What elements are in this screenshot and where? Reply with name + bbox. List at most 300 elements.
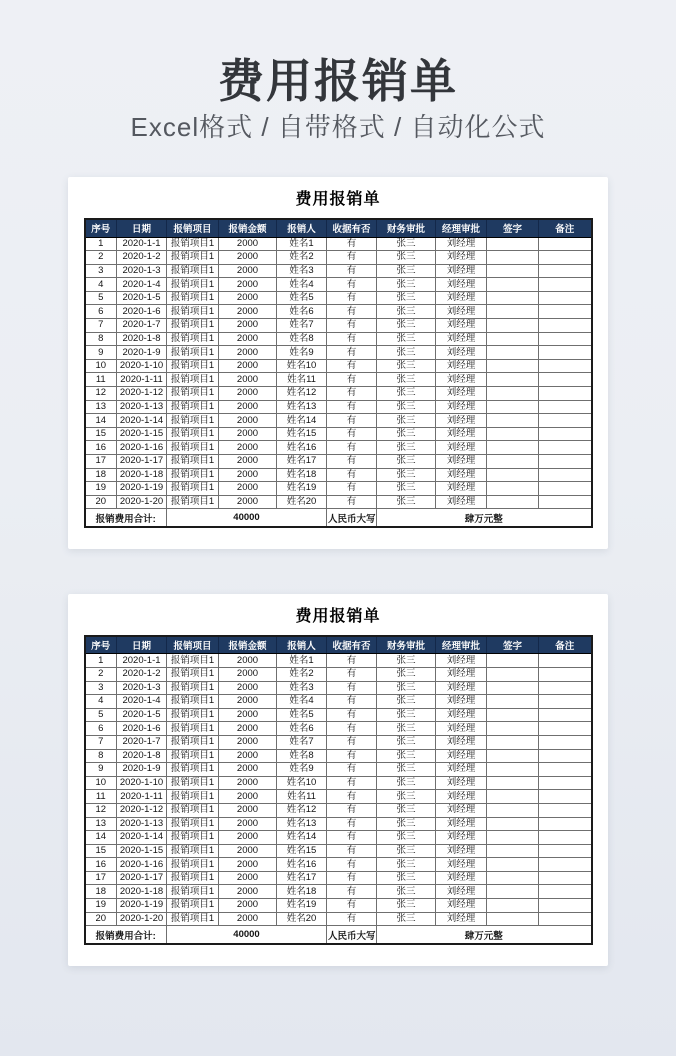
table-cell: 2020-1-9 (117, 763, 167, 777)
table-cell: 刘经理 (436, 803, 487, 817)
table-cell (539, 237, 592, 251)
table-cell: 2020-1-14 (117, 414, 167, 428)
table-cell: 姓名15 (277, 844, 327, 858)
expense-form-card-2 (68, 594, 608, 966)
table-cell: 有 (327, 305, 377, 319)
table-cell (487, 400, 539, 414)
table-cell: 刘经理 (436, 237, 487, 251)
table-cell: 2000 (219, 468, 277, 482)
table-cell (487, 885, 539, 899)
table-row (85, 681, 592, 695)
table-cell: 张三 (377, 346, 436, 360)
table-cell: 刘经理 (436, 332, 487, 346)
table-cell: 2020-1-13 (117, 817, 167, 831)
table-cell: 刘经理 (436, 695, 487, 709)
table-cell: 2020-1-16 (117, 858, 167, 872)
table-cell (487, 237, 539, 251)
table-cell: 有 (327, 817, 377, 831)
table-cell: 2020-1-10 (117, 359, 167, 373)
table-cell: 姓名12 (277, 803, 327, 817)
table-cell (487, 373, 539, 387)
table-row (85, 844, 592, 858)
table-cell: 2020-1-7 (117, 319, 167, 333)
table-cell: 2000 (219, 803, 277, 817)
table-cell: 张三 (377, 817, 436, 831)
table-cell: 2000 (219, 695, 277, 709)
table-cell: 张三 (377, 264, 436, 278)
table-cell (539, 427, 592, 441)
table-cell: 2020-1-14 (117, 831, 167, 845)
table-cell: 2000 (219, 708, 277, 722)
table-cell: 刘经理 (436, 858, 487, 872)
table-cell: 有 (327, 722, 377, 736)
table-cell: 2000 (219, 871, 277, 885)
amount-in-words: 肆万元整 (377, 509, 592, 527)
table-cell: 8 (85, 749, 117, 763)
table-cell: 张三 (377, 495, 436, 509)
table-cell: 刘经理 (436, 844, 487, 858)
table-cell: 11 (85, 790, 117, 804)
table-cell: 报销项目1 (167, 803, 219, 817)
table-cell: 2020-1-8 (117, 749, 167, 763)
table-cell: 有 (327, 790, 377, 804)
table-cell: 报销项目1 (167, 373, 219, 387)
table-cell (487, 278, 539, 292)
table-cell: 张三 (377, 359, 436, 373)
table-cell: 姓名10 (277, 359, 327, 373)
table-cell: 2020-1-11 (117, 373, 167, 387)
table-cell: 报销项目1 (167, 695, 219, 709)
table-footer-row (85, 509, 592, 527)
table-cell: 2020-1-6 (117, 722, 167, 736)
table-cell: 2000 (219, 455, 277, 469)
table-cell: 张三 (377, 373, 436, 387)
table-cell: 14 (85, 414, 117, 428)
table-cell: 6 (85, 305, 117, 319)
table-cell: 15 (85, 844, 117, 858)
table-cell: 张三 (377, 695, 436, 709)
table-cell: 有 (327, 831, 377, 845)
table-cell: 2020-1-1 (117, 237, 167, 251)
table-cell: 刘经理 (436, 831, 487, 845)
table-cell: 刘经理 (436, 400, 487, 414)
table-cell: 2020-1-3 (117, 681, 167, 695)
table-cell: 刘经理 (436, 899, 487, 913)
table-cell (539, 899, 592, 913)
table-cell: 刘经理 (436, 319, 487, 333)
table-cell (487, 681, 539, 695)
table-cell: 2020-1-1 (117, 654, 167, 668)
table-row (85, 251, 592, 265)
table-cell: 2000 (219, 346, 277, 360)
table-cell (487, 831, 539, 845)
table-cell: 有 (327, 763, 377, 777)
table-cell: 2020-1-6 (117, 305, 167, 319)
table-row (85, 482, 592, 496)
table-cell: 张三 (377, 305, 436, 319)
table-cell (539, 871, 592, 885)
table-cell: 张三 (377, 708, 436, 722)
expense-form-card-1 (68, 177, 608, 549)
column-header-person: 报销人 (277, 219, 327, 237)
currency-words-label: 人民币大写 (327, 926, 377, 944)
table-cell (539, 319, 592, 333)
table-cell: 2000 (219, 885, 277, 899)
table-cell: 2000 (219, 482, 277, 496)
table-cell: 刘经理 (436, 495, 487, 509)
table-cell: 刘经理 (436, 387, 487, 401)
expense-table (84, 635, 593, 945)
table-cell: 报销项目1 (167, 495, 219, 509)
table-cell: 刘经理 (436, 885, 487, 899)
table-cell (539, 251, 592, 265)
table-cell: 报销项目1 (167, 912, 219, 926)
table-cell: 报销项目1 (167, 885, 219, 899)
table-cell: 3 (85, 264, 117, 278)
table-cell: 刘经理 (436, 441, 487, 455)
table-cell (487, 332, 539, 346)
table-cell: 2020-1-3 (117, 264, 167, 278)
table-cell: 报销项目1 (167, 400, 219, 414)
table-cell (539, 264, 592, 278)
table-cell: 2000 (219, 844, 277, 858)
table-cell: 报销项目1 (167, 278, 219, 292)
table-cell (539, 373, 592, 387)
table-cell: 2020-1-5 (117, 291, 167, 305)
table-cell: 有 (327, 899, 377, 913)
table-cell: 报销项目1 (167, 441, 219, 455)
table-cell (487, 899, 539, 913)
table-cell (487, 319, 539, 333)
amount-in-words: 肆万元整 (377, 926, 592, 944)
table-cell (539, 291, 592, 305)
table-cell: 报销项目1 (167, 387, 219, 401)
table-cell: 有 (327, 858, 377, 872)
table-cell: 姓名16 (277, 858, 327, 872)
table-cell (487, 844, 539, 858)
table-cell: 报销项目1 (167, 468, 219, 482)
table-cell: 报销项目1 (167, 722, 219, 736)
table-cell: 报销项目1 (167, 871, 219, 885)
table-cell: 有 (327, 455, 377, 469)
table-cell: 张三 (377, 912, 436, 926)
table-cell: 有 (327, 359, 377, 373)
table-cell: 报销项目1 (167, 305, 219, 319)
column-header-date: 日期 (117, 636, 167, 654)
table-cell: 11 (85, 373, 117, 387)
table-cell: 刘经理 (436, 291, 487, 305)
table-cell (539, 455, 592, 469)
table-cell: 有 (327, 844, 377, 858)
table-cell (539, 332, 592, 346)
table-cell (539, 776, 592, 790)
table-row (85, 400, 592, 414)
table-cell: 报销项目1 (167, 790, 219, 804)
table-cell (539, 831, 592, 845)
table-cell: 2020-1-8 (117, 332, 167, 346)
table-cell (539, 708, 592, 722)
table-cell: 姓名2 (277, 667, 327, 681)
total-label: 报销费用合计: (85, 509, 167, 527)
table-cell: 张三 (377, 763, 436, 777)
table-cell: 张三 (377, 319, 436, 333)
table-cell (487, 441, 539, 455)
table-cell: 20 (85, 912, 117, 926)
table-cell: 2020-1-20 (117, 495, 167, 509)
table-cell (539, 817, 592, 831)
table-cell: 6 (85, 722, 117, 736)
table-cell: 2020-1-2 (117, 667, 167, 681)
table-cell (487, 455, 539, 469)
table-cell: 报销项目1 (167, 264, 219, 278)
table-cell: 姓名10 (277, 776, 327, 790)
table-cell: 报销项目1 (167, 237, 219, 251)
table-cell: 2020-1-12 (117, 803, 167, 817)
table-cell: 2000 (219, 441, 277, 455)
column-header-receipt: 收据有否 (327, 219, 377, 237)
table-cell (539, 346, 592, 360)
table-cell: 2000 (219, 831, 277, 845)
table-cell: 2000 (219, 332, 277, 346)
table-cell: 报销项目1 (167, 291, 219, 305)
table-cell: 刘经理 (436, 251, 487, 265)
table-cell (487, 359, 539, 373)
table-cell (539, 858, 592, 872)
table-cell: 9 (85, 763, 117, 777)
table-cell: 刘经理 (436, 346, 487, 360)
table-cell: 有 (327, 871, 377, 885)
table-cell (487, 912, 539, 926)
table-cell: 2000 (219, 291, 277, 305)
expense-table (84, 218, 593, 528)
table-cell: 刘经理 (436, 654, 487, 668)
table-cell: 有 (327, 278, 377, 292)
table-cell (539, 722, 592, 736)
table-cell: 刘经理 (436, 264, 487, 278)
table-cell: 姓名9 (277, 763, 327, 777)
table-cell: 2020-1-4 (117, 278, 167, 292)
table-cell: 有 (327, 441, 377, 455)
table-cell: 2000 (219, 237, 277, 251)
table-cell: 姓名4 (277, 695, 327, 709)
table-cell: 姓名5 (277, 291, 327, 305)
table-cell: 有 (327, 346, 377, 360)
table-cell: 13 (85, 817, 117, 831)
table-cell (539, 654, 592, 668)
table-cell: 有 (327, 251, 377, 265)
table-cell: 姓名19 (277, 899, 327, 913)
table-cell: 刘经理 (436, 817, 487, 831)
column-header-receipt: 收据有否 (327, 636, 377, 654)
table-cell: 5 (85, 291, 117, 305)
table-cell: 有 (327, 885, 377, 899)
table-cell: 张三 (377, 441, 436, 455)
column-header-manager-approval: 经理审批 (436, 219, 487, 237)
table-cell: 姓名7 (277, 735, 327, 749)
table-cell: 刘经理 (436, 776, 487, 790)
table-cell: 报销项目1 (167, 831, 219, 845)
table-cell: 1 (85, 237, 117, 251)
table-row (85, 414, 592, 428)
table-cell: 张三 (377, 831, 436, 845)
table-cell: 姓名3 (277, 264, 327, 278)
table-cell: 15 (85, 427, 117, 441)
table-cell: 19 (85, 899, 117, 913)
table-cell: 姓名19 (277, 482, 327, 496)
table-cell (487, 871, 539, 885)
table-cell (539, 414, 592, 428)
table-cell: 报销项目1 (167, 858, 219, 872)
table-cell: 报销项目1 (167, 482, 219, 496)
table-cell: 2000 (219, 763, 277, 777)
table-row (85, 387, 592, 401)
table-cell: 有 (327, 468, 377, 482)
table-cell: 刘经理 (436, 373, 487, 387)
table-cell: 报销项目1 (167, 681, 219, 695)
table-cell: 张三 (377, 844, 436, 858)
table-row (85, 495, 592, 509)
column-header-signature: 签字 (487, 636, 539, 654)
table-cell: 12 (85, 387, 117, 401)
table-row (85, 319, 592, 333)
table-cell (487, 817, 539, 831)
table-cell (487, 763, 539, 777)
column-header-person: 报销人 (277, 636, 327, 654)
table-cell (487, 790, 539, 804)
table-row (85, 817, 592, 831)
table-cell: 有 (327, 667, 377, 681)
table-cell (487, 803, 539, 817)
table-cell: 姓名20 (277, 495, 327, 509)
column-header-amount: 报销金额 (219, 636, 277, 654)
table-cell (539, 790, 592, 804)
table-cell (487, 414, 539, 428)
table-cell: 有 (327, 681, 377, 695)
hero-banner (0, 0, 676, 142)
table-cell: 2000 (219, 319, 277, 333)
table-cell: 2020-1-15 (117, 427, 167, 441)
table-row (85, 427, 592, 441)
table-cell: 刘经理 (436, 790, 487, 804)
table-cell: 姓名20 (277, 912, 327, 926)
table-cell: 有 (327, 912, 377, 926)
table-cell: 2020-1-19 (117, 899, 167, 913)
table-cell: 2000 (219, 776, 277, 790)
table-cell: 有 (327, 776, 377, 790)
table-cell: 报销项目1 (167, 899, 219, 913)
table-cell: 4 (85, 695, 117, 709)
table-cell (539, 735, 592, 749)
table-row (85, 708, 592, 722)
table-cell: 报销项目1 (167, 346, 219, 360)
table-cell: 9 (85, 346, 117, 360)
table-cell: 张三 (377, 871, 436, 885)
table-header-row (85, 636, 592, 654)
table-cell (487, 722, 539, 736)
table-row (85, 264, 592, 278)
table-cell: 2020-1-18 (117, 468, 167, 482)
table-cell: 张三 (377, 735, 436, 749)
table-cell: 刘经理 (436, 871, 487, 885)
column-header-item: 报销项目 (167, 636, 219, 654)
table-row (85, 831, 592, 845)
table-cell: 2000 (219, 414, 277, 428)
table-cell: 有 (327, 749, 377, 763)
table-cell (487, 346, 539, 360)
table-cell: 2000 (219, 387, 277, 401)
table-cell: 张三 (377, 455, 436, 469)
total-value: 40000 (167, 926, 327, 944)
table-cell: 19 (85, 482, 117, 496)
table-cell: 刘经理 (436, 305, 487, 319)
table-row (85, 455, 592, 469)
table-cell: 2000 (219, 264, 277, 278)
table-cell: 张三 (377, 468, 436, 482)
sheet-title: 费用报销单 (295, 191, 381, 208)
table-cell: 2020-1-11 (117, 790, 167, 804)
table-cell (487, 667, 539, 681)
column-header-signature: 签字 (487, 219, 539, 237)
table-row (85, 763, 592, 777)
table-cell: 姓名3 (277, 681, 327, 695)
table-cell: 16 (85, 441, 117, 455)
table-cell: 姓名17 (277, 871, 327, 885)
table-cell (487, 735, 539, 749)
table-cell (487, 695, 539, 709)
table-cell: 姓名9 (277, 346, 327, 360)
table-cell (487, 291, 539, 305)
table-cell (539, 695, 592, 709)
table-cell: 姓名14 (277, 414, 327, 428)
table-cell: 2000 (219, 790, 277, 804)
table-cell: 报销项目1 (167, 251, 219, 265)
table-cell (539, 495, 592, 509)
sheet-title: 费用报销单 (295, 607, 381, 625)
table-cell: 2000 (219, 373, 277, 387)
table-cell: 20 (85, 495, 117, 509)
table-cell: 张三 (377, 251, 436, 265)
table-cell: 16 (85, 858, 117, 872)
table-cell: 有 (327, 264, 377, 278)
table-cell: 张三 (377, 722, 436, 736)
table-cell: 2 (85, 667, 117, 681)
table-cell: 2020-1-9 (117, 346, 167, 360)
table-cell: 刘经理 (436, 278, 487, 292)
table-cell: 有 (327, 803, 377, 817)
table-cell: 有 (327, 373, 377, 387)
table-cell: 张三 (377, 278, 436, 292)
table-cell: 刘经理 (436, 482, 487, 496)
table-cell: 18 (85, 468, 117, 482)
table-cell: 刘经理 (436, 359, 487, 373)
table-cell: 4 (85, 278, 117, 292)
table-cell: 刘经理 (436, 667, 487, 681)
table-cell (539, 482, 592, 496)
table-cell (539, 749, 592, 763)
table-cell: 张三 (377, 654, 436, 668)
table-cell: 报销项目1 (167, 359, 219, 373)
page-title: 费用报销单 (218, 55, 458, 107)
table-cell: 报销项目1 (167, 763, 219, 777)
table-row (85, 654, 592, 668)
table-cell: 2000 (219, 667, 277, 681)
table-cell: 报销项目1 (167, 667, 219, 681)
table-row (85, 441, 592, 455)
table-cell: 2020-1-15 (117, 844, 167, 858)
table-cell (487, 495, 539, 509)
table-cell: 姓名4 (277, 278, 327, 292)
column-header-remarks: 备注 (539, 636, 592, 654)
